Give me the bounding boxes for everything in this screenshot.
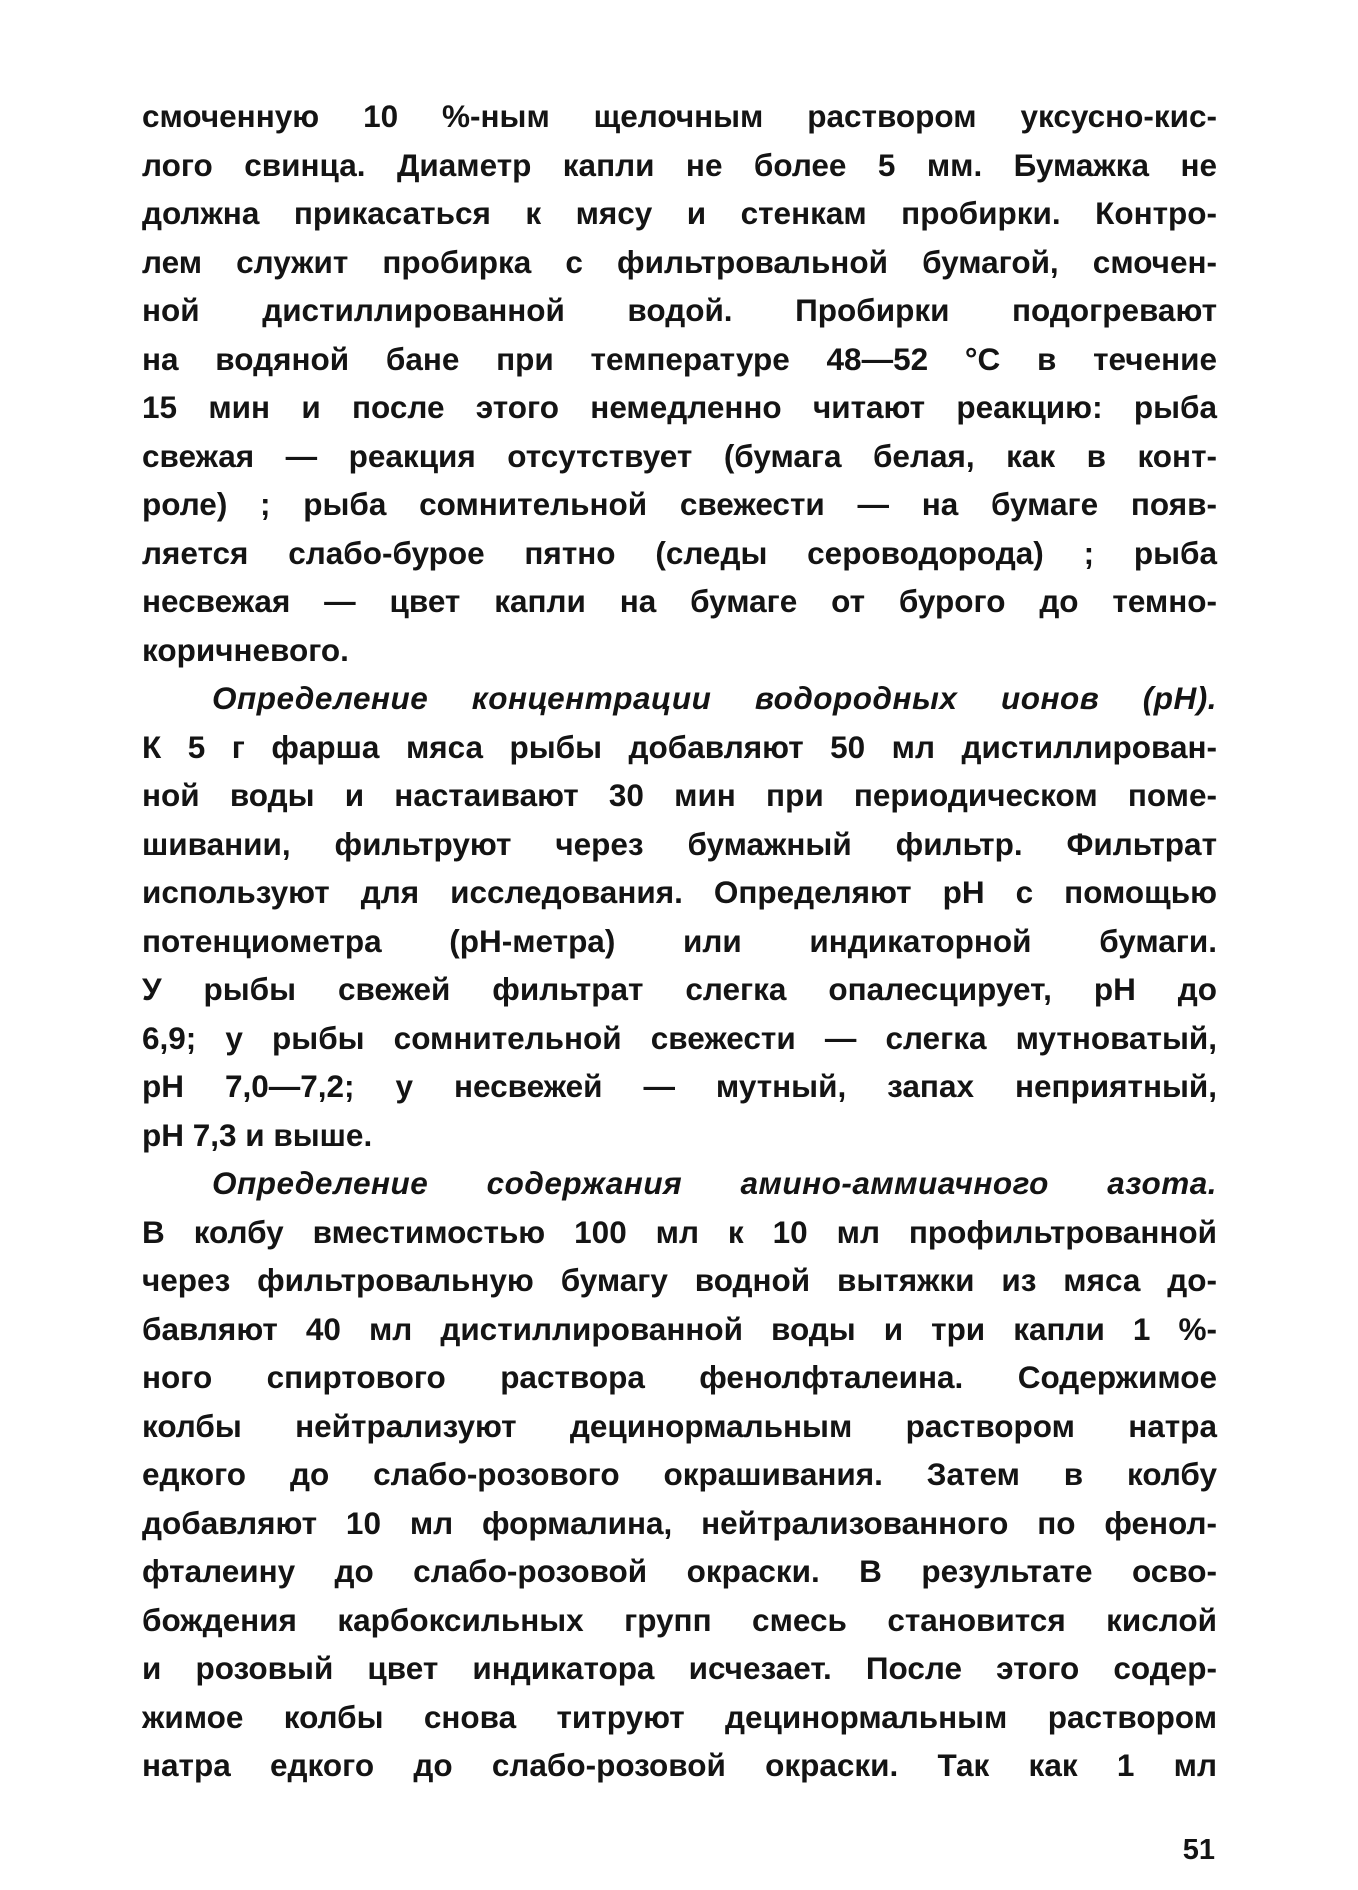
text-line: лого свинца. Диаметр капли не более 5 мм. Бумажка не	[142, 146, 1217, 183]
paragraph-lead-test	[142, 92, 1217, 674]
text-line: рН 7,3 и выше.	[142, 1116, 373, 1153]
text-line: шивании, фильтруют через бумажный фильтр. Фильтрат	[142, 825, 1217, 862]
text-line: 15 мин и после этого немедленно читают реакцию: рыба	[142, 389, 1217, 425]
text-line: В колбу вместимостью 100 мл к 10 мл профильтрованной	[142, 1213, 1217, 1250]
text-line: смоченную 10 %-ным щелочным раствором уксусно-кис-	[142, 98, 1217, 134]
text-line: 6,9; у рыбы сомнительной свежести — слегка мутноватый,	[142, 1019, 1217, 1056]
text-line: колбы нейтрализуют децинормальным раствором натра	[142, 1407, 1217, 1444]
text-line: К 5 г фарша мяса рыбы добавляют 50 мл дистиллирован-	[142, 728, 1217, 765]
text-line: коричневого.	[142, 631, 349, 668]
section-ph	[142, 674, 1217, 1159]
text-line: свежая — реакция отсутствует (бумага белая, как в конт-	[142, 437, 1217, 474]
text-line: ной воды и настаивают 30 мин при периодическом поме-	[142, 777, 1217, 813]
text-line: роле) ; рыба сомнительной свежести — на бумаге появ-	[142, 486, 1217, 522]
text-line: используют для исследования. Определяют рН с помощью	[142, 874, 1217, 910]
section-amino-nitrogen	[142, 1159, 1217, 1790]
text-line: потенциометра (рН-метра) или индикаторной бумаги.	[142, 922, 1217, 959]
text-line: У рыбы свежей фильтрат слегка опалесцирует, рН до	[142, 971, 1217, 1007]
text-line: натра едкого до слабо-розовой окраски. Так как 1 мл	[142, 1747, 1217, 1783]
text-line: на водяной бане при температуре 48—52 °С в течение	[142, 340, 1217, 377]
text-line: бождения карбоксильных групп смесь становится кислой	[142, 1601, 1217, 1638]
page-number: 51	[1182, 1834, 1215, 1866]
text-line: рН 7,0—7,2; у несвежей — мутный, запах неприятный,	[142, 1068, 1217, 1104]
text-line: добавляют 10 мл формалина, нейтрализованного по фенол-	[142, 1504, 1217, 1541]
text-line: жимое колбы снова титруют децинормальным раствором	[142, 1698, 1217, 1735]
text-line: ляется слабо-бурое пятно (следы сероводорода) ; рыба	[142, 534, 1217, 571]
text-line: бавляют 40 мл дистиллированной воды и три капли 1 %-	[142, 1310, 1217, 1347]
text-line: через фильтровальную бумагу водной вытяжки из мяса до-	[142, 1262, 1217, 1298]
text-line: и розовый цвет индикатора исчезает. После этого содер-	[142, 1650, 1217, 1686]
text-line: ного спиртового раствора фенолфталеина. Содержимое	[142, 1359, 1217, 1395]
text-line: лем служит пробирка с фильтровальной бумагой, смочен-	[142, 243, 1217, 280]
text-line: едкого до слабо-розового окрашивания. Затем в колбу	[142, 1456, 1217, 1492]
section-heading-amino-nitrogen: Определение содержания амино-аммиачного азота.	[212, 1165, 1217, 1201]
text-line: ной дистиллированной водой. Пробирки подогревают	[142, 292, 1217, 328]
text-line: несвежая — цвет капли на бумаге от бурого до темно-	[142, 583, 1217, 619]
body-text	[142, 92, 1217, 1790]
text-line: должна прикасаться к мясу и стенкам пробирки. Контро-	[142, 195, 1217, 231]
section-heading-ph: Определение концентрации водородных ионов (рН).	[212, 680, 1217, 716]
text-line: фталеину до слабо-розовой окраски. В результате осво-	[142, 1553, 1217, 1589]
